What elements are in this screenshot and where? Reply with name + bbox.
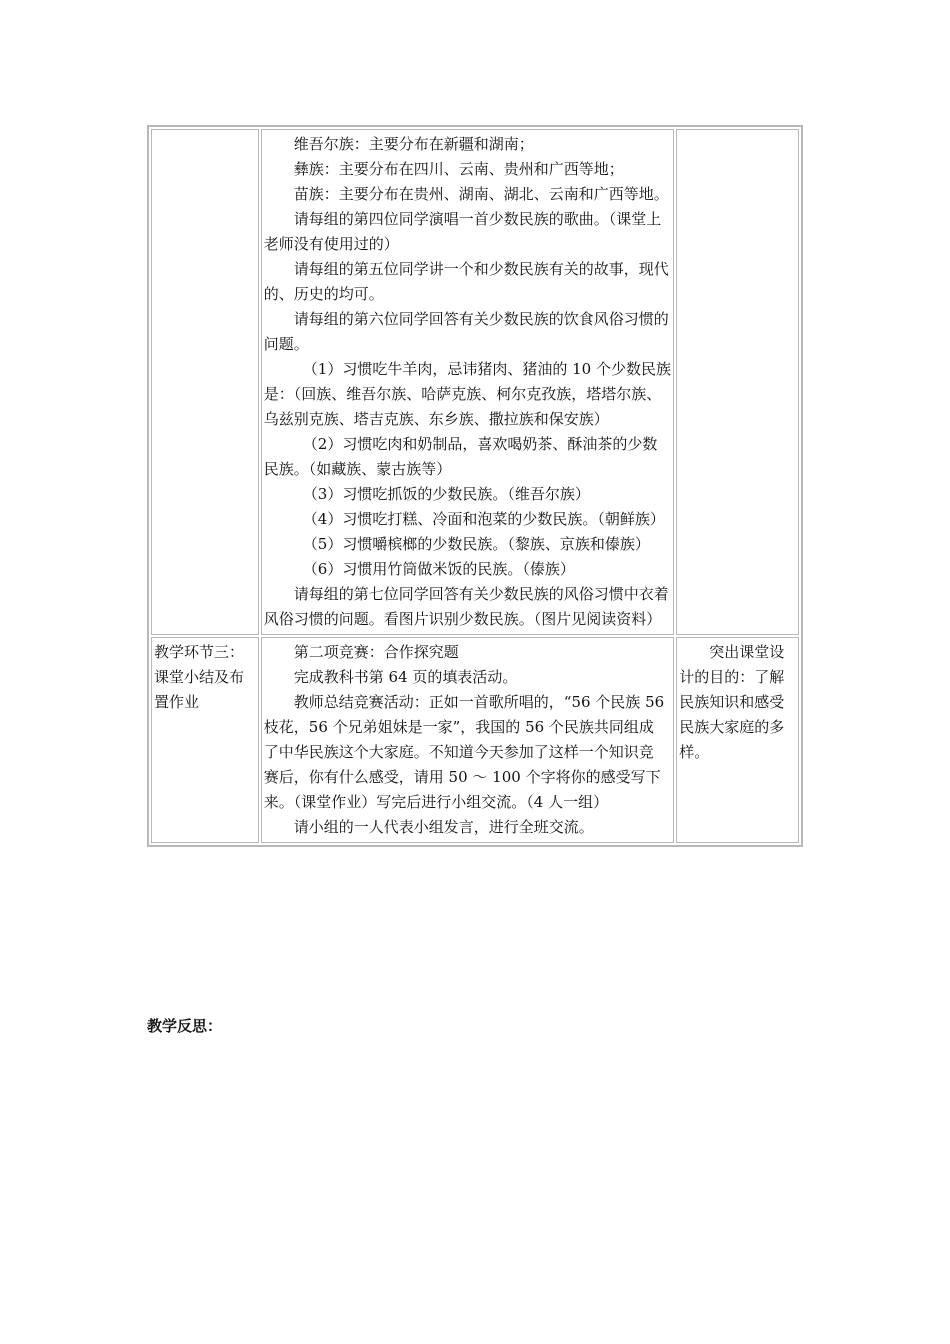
- teaching-reflection-heading: 教学反思：: [147, 1017, 223, 1035]
- activity-paragraph: 请小组的一人代表小组发言，进行全班交流。: [293, 818, 594, 836]
- food-custom-item: （1）习惯吃牛羊肉，忌讳猪肉、猪油的 10 个少数民族是：（回族、维吾尔族、哈萨克族、柯尔克孜族，塔塔尔族、乌兹别克族、塔吉克族、东乡族、撒拉族和保安族）: [263, 360, 671, 428]
- food-custom-item: （3）习惯吃抓饭的少数民族。（维吾尔族）: [302, 485, 590, 503]
- purpose-cell-empty: [676, 129, 799, 635]
- food-custom-item: （2）习惯吃肉和奶制品，喜欢喝奶茶、酥油茶的少数民族。（如藏族、蒙古族等）: [263, 435, 658, 478]
- activity-paragraph: 第二项竞赛：合作探究题: [293, 643, 459, 661]
- table-row-continued: [151, 129, 799, 635]
- stage-cell-empty: [151, 129, 259, 635]
- activity-paragraph: 彝族：主要分布在四川、云南、贵州和广西等地；: [293, 160, 624, 178]
- food-custom-item: （5）习惯嚼槟榔的少数民族。（黎族、京族和傣族）: [302, 535, 650, 553]
- purpose-cell: [676, 637, 799, 843]
- activity-paragraph: 教师总结竞赛活动：正如一首歌所唱的，“56 个民族 56 枝花，56 个兄弟姐妹是一家”，我国的 56 个民族共同组成 了中华民族这个大家庭。不知道今天参加了这样一个知识竞 赛后，你有什么感受，请用 50 ～ 100 个字将你的感受写下来。（课堂作业）写完后进行小组交流。（4 人一组）: [263, 693, 665, 811]
- lesson-plan-table: [147, 125, 803, 847]
- stage-label: 教学环节三：课堂小结及布置作业: [154, 643, 245, 711]
- activity-paragraph: 苗族：主要分布在贵州、湖南、湖北、云南和广西等地。: [293, 185, 669, 203]
- activity-paragraph: 请每组的第四位同学演唱一首少数民族的歌曲。（课堂上老师没有使用过的）: [263, 210, 662, 253]
- table-row-stage-three: [151, 637, 799, 843]
- stage-cell: [151, 637, 259, 843]
- activity-paragraph: 请每组的第七位同学回答有关少数民族的风俗习惯中衣着风俗习惯的问题。看图片识别少数民族。（图片见阅读资料）: [263, 585, 669, 628]
- activity-cell: [261, 129, 674, 635]
- activity-paragraph: 请每组的第六位同学回答有关少数民族的饮食风俗习惯的问题。: [263, 310, 669, 353]
- food-custom-item: （6）习惯用竹筒做米饭的民族。（傣族）: [302, 560, 575, 578]
- activity-cell: [261, 637, 674, 843]
- purpose-text: 突出课堂设计的目的：了解民族知识和感受民族大家庭的多样。: [679, 643, 785, 761]
- food-custom-item: （4）习惯吃打糕、冷面和泡菜的少数民族。（朝鲜族）: [302, 510, 665, 528]
- activity-paragraph: 维吾尔族：主要分布在新疆和湖南；: [293, 135, 534, 153]
- activity-paragraph: 请每组的第五位同学讲一个和少数民族有关的故事，现代的、历史的均可。: [263, 260, 669, 303]
- activity-paragraph: 完成教科书第 64 页的填表活动。: [293, 668, 518, 686]
